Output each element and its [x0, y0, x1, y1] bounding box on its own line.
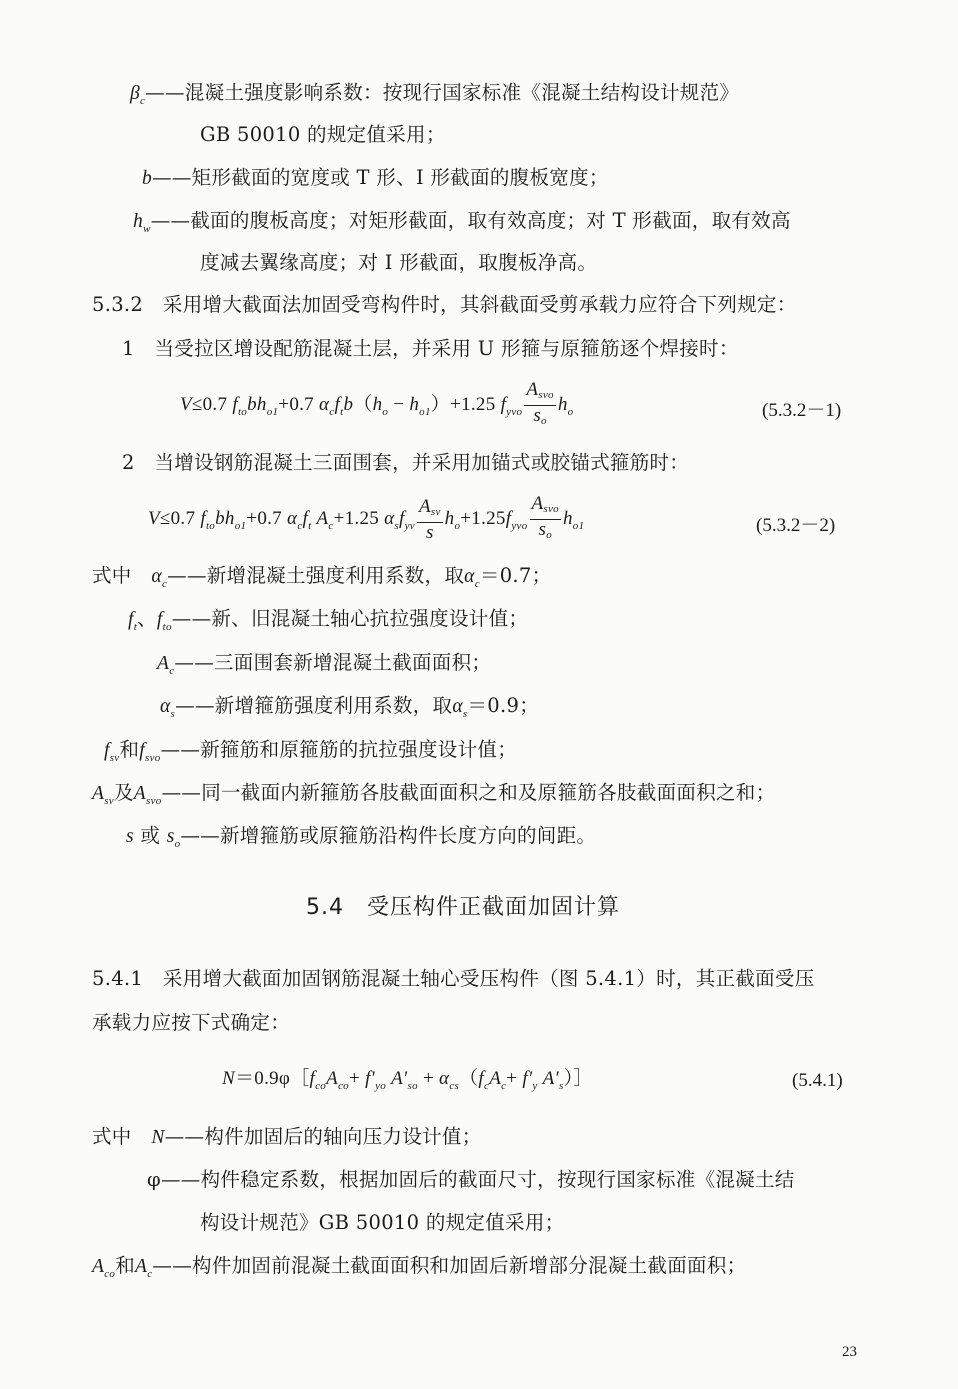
def-beta-c: $\beta_c——$混凝土强度影响系数：按现行国家标准《混凝土结构设计规范》 [130, 81, 740, 107]
def-fsv: $f_{sv}$和$f_{svo}——$新箍筋和原箍筋的抗拉强度设计值； [104, 738, 517, 764]
def-phi-cont: 构设计规范》GB 50010 的规定值采用； [200, 1211, 565, 1234]
equation-number-5-3-2-1: (5.3.2－1) [762, 400, 842, 421]
def-b: b——矩形截面的宽度或 T 形、I 形截面的腹板宽度； [142, 166, 609, 189]
def-hw: $h_w——$截面的腹板高度；对矩形截面，取有效高度；对 T 形截面，取有效高 [133, 209, 791, 235]
section-heading: 5.4 受压构件正截面加固计算 [306, 895, 621, 920]
clause-5-3-2: 5.3.2 采用增大截面法加固受弯构件时，其斜截面受剪承载力应符合下列规定： [92, 293, 797, 316]
def-Asv: $A_{sv}$及$A_{svo}——$同一截面内新箍筋各肢截面面积之和及原箍筋各肢截面面积之和； [92, 781, 776, 807]
page-number: 23 [842, 1344, 857, 1360]
equation-5-3-2-1: V≤0.7 $f_{to}bh_{o1}+0.7$ $\alpha_cf_tb(h_o - h_{o1})+1.25$ $f_{yvo}$ $\frac{A_{svo}}{s_o}$ $h_o$ [180, 379, 574, 427]
def-s: s 或 $s_o——$新增箍筋或原箍筋沿构件长度方向的间距。 [126, 824, 597, 850]
def-hw-cont: 度减去翼缘高度；对 I 形截面，取腹板净高。 [200, 251, 598, 274]
equation-number-5-4-1: (5.4.1) [792, 1070, 843, 1091]
equation-5-3-2-2: V≤0.7 $f_{to}bh_{o1}+0.7$ $\alpha_cf_t$ $A_c+1.25$ $\alpha_sf_{yv}$ $\frac{A_{sv}}{s}$ $h_o+1.25f_{yvo}$ $\frac{A_{svo}}{s_o}$ $h_{o1}$ [148, 493, 585, 543]
equation-number-5-3-2-2: (5.3.2－2) [756, 515, 836, 536]
clause-5-3-2-item-2: 2 当增设钢筋混凝土三面围套，并采用加锚式或胶锚式箍筋时： [122, 451, 690, 474]
clause-5-4-1-line-2: 承载力应按下式确定： [92, 1011, 291, 1034]
def-alpha-c: 式中 $\alpha_c——$新增混凝土强度利用系数，取$\alpha_c=0.7$； [92, 564, 552, 590]
clause-5-4-1-line-1: 5.4.1 采用增大截面加固钢筋混凝土轴心受压构件（图 5.4.1）时，其正截面受压 [92, 967, 815, 990]
def-beta-c-cont: GB 50010 的规定值采用； [200, 123, 446, 146]
clause-5-3-2-item-1: 1 当受拉区增设配筋混凝土层，并采用 U 形箍与原箍筋逐个焊接时： [122, 337, 739, 360]
def-Aco: $A_{co}$和$A_c——$构件加固前混凝土截面面积和加固后新增部分混凝土截面面积； [92, 1254, 747, 1280]
def-alpha-s: $\alpha_s——$新增箍筋强度利用系数，取$\alpha_s=0.9$； [160, 694, 539, 720]
equation-5-4-1: $N=0.9\varphi[f_{co}A_{co}+ f'_{yo}$ $A'_{so} + \alpha_{cs}(f_cA_c+ f'_y$ $A'_s)]$ [222, 1068, 593, 1092]
def-N: 式中 N——构件加固后的轴向压力设计值； [92, 1125, 482, 1148]
def-phi: φ——构件稳定系数，根据加固后的截面尺寸，按现行国家标准《混凝土结 [147, 1168, 795, 1191]
def-ft: $f_t$、$f_{to}——$新、旧混凝土轴心抗拉强度设计值； [128, 607, 529, 633]
def-Ac: $A_c——$三面围套新增混凝土截面面积； [157, 651, 492, 677]
